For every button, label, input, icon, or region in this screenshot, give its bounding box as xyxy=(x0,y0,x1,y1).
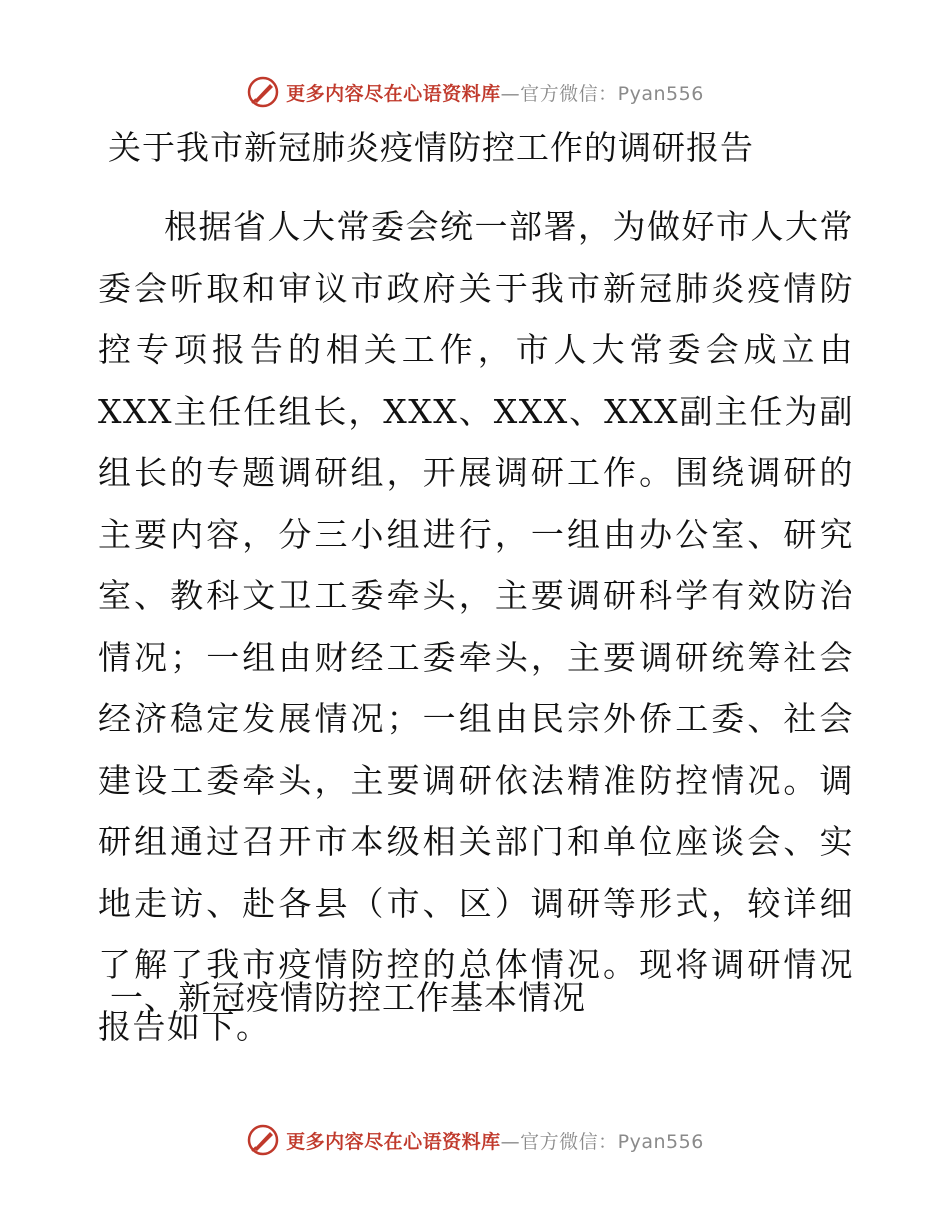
quill-logo-icon xyxy=(246,75,280,109)
watermark-contact-text: —官方微信：Pyan556 xyxy=(500,82,704,105)
quill-logo-icon xyxy=(246,1123,280,1157)
section-heading: 一、新冠疫情防控工作基本情况 xyxy=(110,978,586,1017)
watermark-brand-text: 更多内容尽在心语资料库 xyxy=(286,82,501,105)
watermark-contact-text: —官方微信：Pyan556 xyxy=(500,1130,704,1153)
watermark-brand-text: 更多内容尽在心语资料库 xyxy=(286,1130,501,1153)
body-paragraph: 根据省人大常委会统一部署，为做好市人大常委会听取和审议市政府关于我市新冠肺炎疫情防控专项报告的相关工作，市人大常委会成立由XXX主任任组长，XXX、XXX、XXX副主任为副组长的专题调研组，开展调研工作。围绕调研的主要内容，分三小组进行，一组由办公室、研究室、教科文卫工委牵头，主要调研科学有效防治情况；一组由财经工委牵头，主要调研统筹社会经济稳定发展情况；一组由民宗外侨工委、社会建设工委牵头，主要调研依法精准防控情况。调研组通过召开市本级相关部门和单位座谈会、实地走访、赴各县（市、区）调研等形式，较详细了解了我市疫情防控的总体情况。现将调研情况报告如下。 xyxy=(98,207,854,1046)
document-title: 关于我市新冠肺炎疫情防控工作的调研报告 xyxy=(108,128,754,167)
footer-watermark xyxy=(0,1120,950,1160)
header-watermark xyxy=(0,72,950,112)
